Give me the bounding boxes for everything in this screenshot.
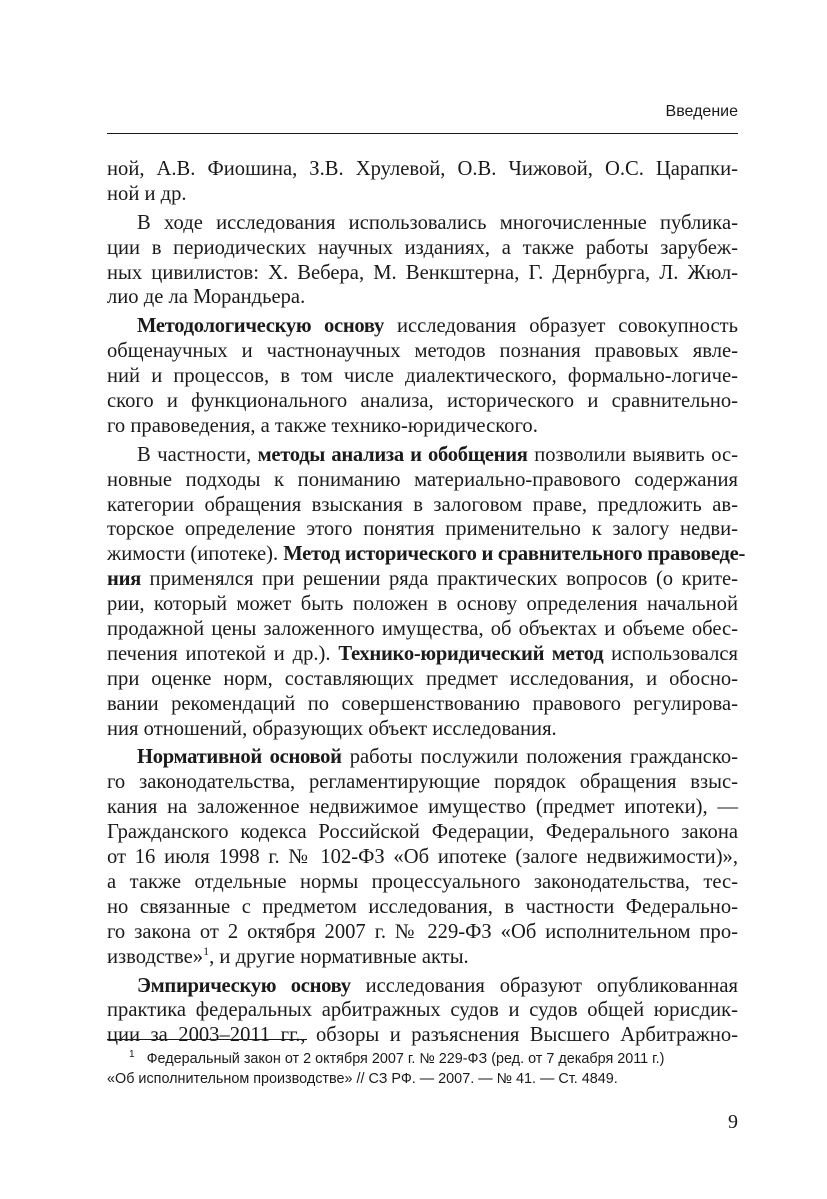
text-line: вании рекомендаций по совершенствованию правового регулирова- bbox=[107, 692, 738, 715]
text-line: ной, А.В. Фиошина, З.В. Хрулевой, О.В. Чижовой, О.С. Царапки- bbox=[107, 158, 738, 180]
bold-term: методы анализа и обобщения bbox=[257, 443, 528, 466]
text-line: ных цивилистов: Х. Вебера, М. Венкштерна, Г. Дернбурга, Л. Жюл- bbox=[107, 261, 738, 284]
text-line bbox=[107, 314, 738, 339]
text-line: при оценке норм, составляющих предмет исследования, и обосно- bbox=[107, 667, 738, 690]
text-line: от 16 июля 1998 г. № 102-ФЗ «Об ипотеке (залоге недвижимости)», bbox=[107, 846, 738, 869]
footnote-reference[interactable]: 1 bbox=[203, 943, 210, 958]
text-line: ского и функционального анализа, исторического и сравнительно- bbox=[107, 390, 738, 413]
text-line bbox=[107, 443, 738, 468]
footnote-mark: 1 bbox=[129, 1049, 135, 1061]
text-line bbox=[107, 745, 738, 770]
text-line: категории обращения взыскания в залоговом праве, предложить ав- bbox=[107, 493, 738, 516]
text-fragment: использовался bbox=[603, 642, 738, 665]
bold-term: Методологическую основу bbox=[137, 315, 384, 338]
footnote-text: Федеральный закон от 2 октября 2007 г. № 229-ФЗ (ред. от 7 декабря 2011 г.) bbox=[146, 1051, 665, 1067]
running-head: Введение bbox=[665, 103, 738, 120]
text-fragment: работы послужили положения гражданско- bbox=[341, 746, 738, 769]
text-fragment: изводстве» bbox=[107, 945, 204, 968]
text-line: новные подходы к пониманию материально-правового содержания bbox=[107, 468, 738, 491]
text-line: общенаучных и частнонаучных методов познания правовых явле- bbox=[107, 340, 738, 363]
footnote-line: «Об исполнительном производстве» // СЗ РФ. — 2007. — № 41. — Ст. 4849. bbox=[107, 1071, 618, 1087]
text-line: рии, который может быть положен в основу определения начальной bbox=[107, 593, 738, 616]
text-line: но связанные с предметом исследования, в частности Федерально- bbox=[107, 895, 738, 918]
text-line: Гражданского кодекса Российской Федерации, Федерального закона bbox=[107, 821, 738, 844]
text-line bbox=[107, 567, 738, 592]
text-line bbox=[107, 945, 738, 970]
page-number: 9 bbox=[728, 1111, 738, 1133]
text-fragment: В частности, bbox=[137, 443, 258, 466]
text-line: кания на заложенное недвижимое имущество (предмет ипотеки), — bbox=[107, 796, 738, 819]
text-fragment: позволили выявить ос- bbox=[527, 443, 739, 466]
bold-term: ния bbox=[107, 568, 141, 591]
bold-term: Метод исторического и сравнительного правоведе- bbox=[283, 543, 746, 566]
text-fragment: жимости (ипотеке). bbox=[107, 543, 284, 566]
header-rule bbox=[107, 133, 738, 134]
text-line: го правоведения, а также технико-юридического. bbox=[107, 414, 538, 437]
footnote-rule bbox=[107, 1039, 307, 1040]
text-line: ции за 2003–2011 гг., обзоры и разъяснения Высшего Арбитражно- bbox=[107, 1024, 738, 1047]
bold-term: Технико-юридический метод bbox=[338, 642, 604, 665]
text-line: а также отдельные нормы процессуального законодательства, тес- bbox=[107, 870, 738, 893]
text-line: го законодательства, регламентирующие порядок обращения взыс- bbox=[107, 771, 738, 794]
text-line: торское определение этого понятия применительно к залогу недви- bbox=[107, 518, 738, 541]
footnote-line bbox=[107, 1049, 738, 1069]
text-line: В ходе исследования использовались многочисленные публика- bbox=[137, 211, 738, 234]
text-fragment: , и другие нормативные акты. bbox=[209, 945, 469, 968]
text-line bbox=[107, 542, 746, 567]
text-line bbox=[107, 974, 738, 999]
text-line bbox=[107, 642, 738, 667]
text-fragment: исследования образует совокупность bbox=[383, 315, 738, 338]
text-fragment: печения ипотекой и др.). bbox=[107, 642, 339, 665]
text-fragment: исследования образуют опубликованная bbox=[350, 974, 738, 997]
text-line: ния отношений, образующих объект исследования. bbox=[107, 717, 557, 740]
body-text bbox=[107, 157, 746, 1048]
text-line: ной и др. bbox=[107, 182, 187, 205]
bold-term: Нормативной основой bbox=[137, 746, 342, 769]
text-line: лио де ла Морандьера. bbox=[107, 286, 306, 309]
text-fragment: применялся при решении ряда практических вопросов (о крите- bbox=[140, 568, 738, 591]
text-line: ции в периодических научных изданиях, а также работы зарубеж- bbox=[107, 236, 738, 259]
footnote bbox=[107, 1049, 738, 1089]
text-line: практика федеральных арбитражных судов и судов общей юрисдик- bbox=[107, 999, 738, 1022]
text-line: продажной цены заложенного имущества, об объектах и объеме обес- bbox=[107, 618, 738, 641]
bold-term: Эмпирическую основу bbox=[137, 974, 351, 997]
text-line: ний и процессов, в том числе диалектического, формально-логиче- bbox=[107, 365, 738, 388]
text-line: го закона от 2 октября 2007 г. № 229-ФЗ «Об исполнительном про- bbox=[107, 920, 738, 943]
